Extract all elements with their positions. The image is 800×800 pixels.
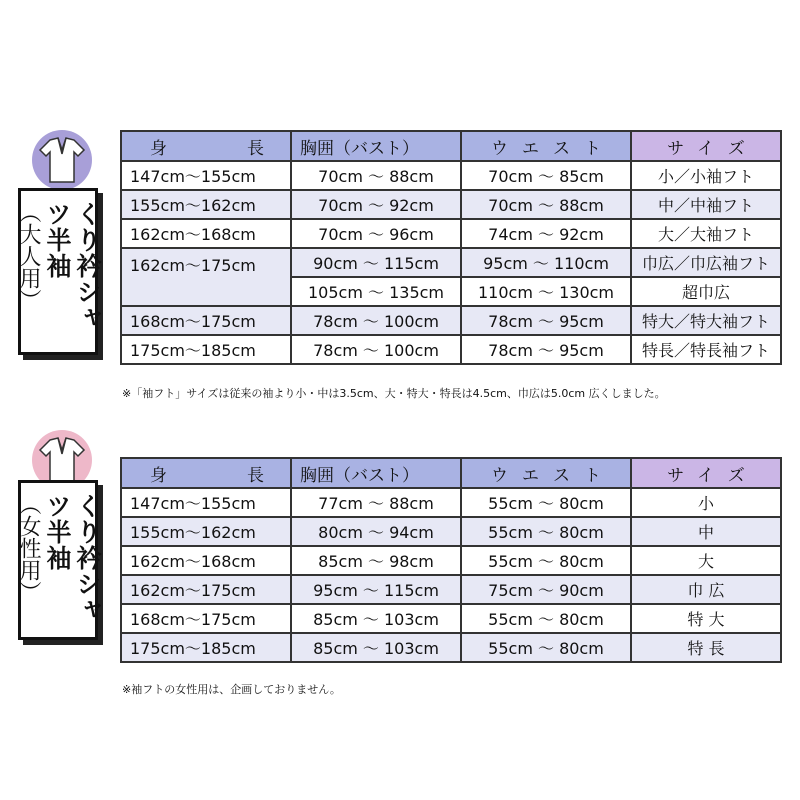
- adult-side-panel: [18, 125, 108, 365]
- table-row: [121, 335, 781, 364]
- table-row: [121, 517, 781, 546]
- height-cell: 175cm〜185cm: [121, 633, 291, 662]
- size-cell: 特 大: [631, 604, 781, 633]
- waist-cell: 70cm 〜 85cm: [461, 161, 631, 190]
- women-size-table: [120, 457, 782, 663]
- waist-cell: 74cm 〜 92cm: [461, 219, 631, 248]
- chest-cell: 95cm 〜 115cm: [291, 575, 461, 604]
- chest-cell: 70cm 〜 96cm: [291, 219, 461, 248]
- header-chest: 胸囲（バスト）: [291, 458, 461, 488]
- header-chest: 胸囲（バスト）: [291, 131, 461, 161]
- size-cell: 中／中袖フト: [631, 190, 781, 219]
- table-row: [121, 488, 781, 517]
- waist-cell: 55cm 〜 80cm: [461, 488, 631, 517]
- header-size: サイズ: [631, 131, 781, 161]
- table-row: [121, 575, 781, 604]
- chest-cell: 85cm 〜 103cm: [291, 633, 461, 662]
- header-height: 身 長: [121, 131, 291, 161]
- waist-cell: 55cm 〜 80cm: [461, 517, 631, 546]
- size-cell: 特大／特大袖フト: [631, 306, 781, 335]
- table-row: [121, 633, 781, 662]
- height-cell: 155cm〜162cm: [121, 190, 291, 219]
- table-row: [121, 190, 781, 219]
- size-cell: 小: [631, 488, 781, 517]
- women-label-main: くり衿シャツ半袖: [43, 493, 102, 623]
- chest-cell: 85cm 〜 98cm: [291, 546, 461, 575]
- height-cell: 162cm〜175cm: [121, 248, 291, 306]
- adult-label-sub: （大人用）: [16, 201, 41, 311]
- size-cell: 特長／特長袖フト: [631, 335, 781, 364]
- height-cell: 162cm〜168cm: [121, 219, 291, 248]
- waist-cell: 95cm 〜 110cm: [461, 248, 631, 277]
- women-side-panel: [18, 425, 108, 645]
- height-cell: 175cm〜185cm: [121, 335, 291, 364]
- table-header-row: [121, 131, 781, 161]
- chest-cell: 78cm 〜 100cm: [291, 306, 461, 335]
- chest-cell: 105cm 〜 135cm: [291, 277, 461, 306]
- waist-cell: 55cm 〜 80cm: [461, 546, 631, 575]
- women-label-sub: （女性用）: [16, 493, 41, 603]
- size-cell: 特 長: [631, 633, 781, 662]
- chest-cell: 80cm 〜 94cm: [291, 517, 461, 546]
- adult-note: ※「袖フト」サイズは従来の袖より小・中は3.5cm、大・特大・特長は4.5cm、巾広は5.0cm 広くしました。: [122, 387, 666, 400]
- waist-cell: 78cm 〜 95cm: [461, 335, 631, 364]
- chest-cell: 70cm 〜 88cm: [291, 161, 461, 190]
- adult-shirt-badge: [32, 130, 92, 190]
- table-row: [121, 604, 781, 633]
- height-cell: 147cm〜155cm: [121, 488, 291, 517]
- waist-cell: 78cm 〜 95cm: [461, 306, 631, 335]
- height-cell: 168cm〜175cm: [121, 306, 291, 335]
- waist-cell: 75cm 〜 90cm: [461, 575, 631, 604]
- header-waist: ウエスト: [461, 458, 631, 488]
- chest-cell: 70cm 〜 92cm: [291, 190, 461, 219]
- header-size: サイズ: [631, 458, 781, 488]
- waist-cell: 70cm 〜 88cm: [461, 190, 631, 219]
- women-product-label: [16, 480, 102, 640]
- table-row: [121, 161, 781, 190]
- chest-cell: 77cm 〜 88cm: [291, 488, 461, 517]
- chest-cell: 90cm 〜 115cm: [291, 248, 461, 277]
- table-header-row: [121, 458, 781, 488]
- height-cell: 147cm〜155cm: [121, 161, 291, 190]
- table-row: [121, 219, 781, 248]
- height-cell: 162cm〜175cm: [121, 575, 291, 604]
- waist-cell: 110cm 〜 130cm: [461, 277, 631, 306]
- waist-cell: 55cm 〜 80cm: [461, 633, 631, 662]
- adult-product-label: [16, 188, 102, 355]
- shirt-icon: [32, 130, 92, 190]
- waist-cell: 55cm 〜 80cm: [461, 604, 631, 633]
- table-row: [121, 248, 781, 277]
- size-cell: 大: [631, 546, 781, 575]
- size-cell: 小／小袖フト: [631, 161, 781, 190]
- header-height: 身 長: [121, 458, 291, 488]
- size-cell: 超巾広: [631, 277, 781, 306]
- height-cell: 155cm〜162cm: [121, 517, 291, 546]
- table-row: [121, 306, 781, 335]
- height-cell: 162cm〜168cm: [121, 546, 291, 575]
- chest-cell: 85cm 〜 103cm: [291, 604, 461, 633]
- size-cell: 中: [631, 517, 781, 546]
- chest-cell: 78cm 〜 100cm: [291, 335, 461, 364]
- adult-size-table: [120, 130, 782, 365]
- size-cell: 巾 広: [631, 575, 781, 604]
- adult-label-main: くり衿シャツ半袖: [43, 201, 102, 331]
- header-waist: ウエスト: [461, 131, 631, 161]
- women-note: ※袖フトの女性用は、企画しておりません。: [122, 683, 341, 696]
- height-cell: 168cm〜175cm: [121, 604, 291, 633]
- table-row: [121, 546, 781, 575]
- size-cell: 大／大袖フト: [631, 219, 781, 248]
- size-cell: 巾広／巾広袖フト: [631, 248, 781, 277]
